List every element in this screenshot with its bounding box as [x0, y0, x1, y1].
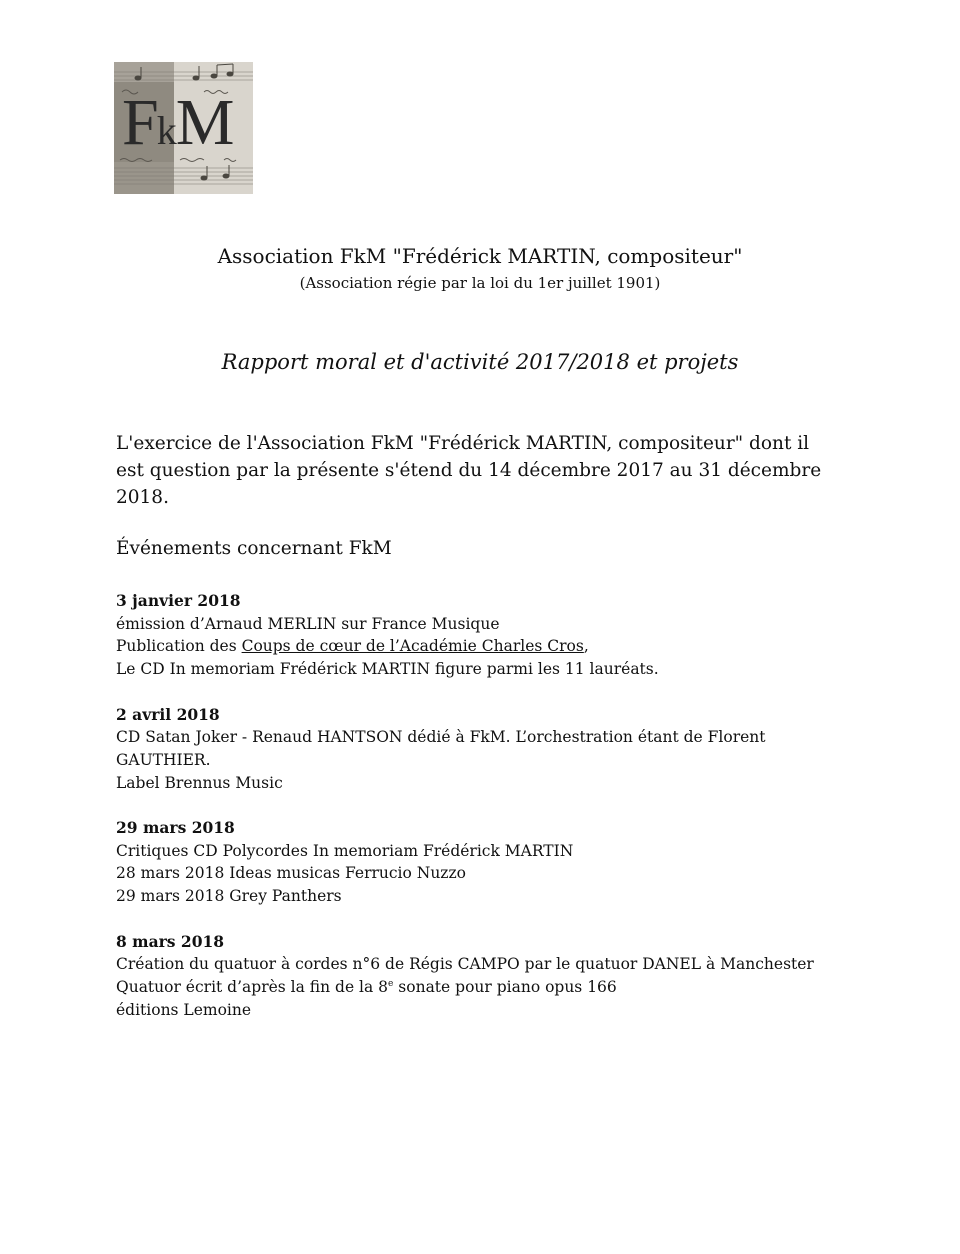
- event-date: 2 avril 2018: [116, 704, 220, 724]
- event-line: éditions Lemoine: [116, 1000, 252, 1019]
- events-list: [116, 590, 876, 1044]
- event-line: émission d’Arnaud MERLIN sur France Musique: [116, 614, 500, 633]
- event-entry: [116, 590, 876, 681]
- intro-line: L'exercice de l'Association FkM "Frédérick MARTIN, compositeur" dont il: [116, 433, 810, 454]
- intro-line: est question par la présente s'étend du 14 décembre 2017 au 31 décembre: [116, 460, 822, 481]
- fkm-logo: [114, 62, 253, 194]
- event-entry: [116, 931, 876, 1022]
- association-title: Association FkM "Frédérick MARTIN, compositeur": [217, 244, 743, 268]
- intro-line: 2018.: [116, 487, 169, 508]
- event-line: Quatuor écrit d’après la fin de la 8e sonate pour piano opus 166: [116, 977, 617, 996]
- events-heading: Événements concernant FkM: [116, 538, 392, 559]
- event-date: 29 mars 2018: [116, 818, 235, 837]
- event-line: CD Satan Joker - Renaud HANTSON dédié à FkM. L’orchestration étant de Florent: [116, 728, 766, 747]
- association-subtitle: (Association régie par la loi du 1er juillet 1901): [299, 274, 661, 292]
- event-line: Création du quatuor à cordes n°6 de Régis CAMPO par le quatuor DANEL à Manchester: [116, 955, 814, 974]
- event-line: GAUTHIER.: [116, 750, 211, 769]
- logo-lettering: FkM: [122, 86, 233, 159]
- intro-paragraph: [116, 430, 846, 511]
- event-line: 29 mars 2018 Grey Panthers: [116, 887, 342, 906]
- event-line: Label Brennus Music: [116, 773, 283, 792]
- report-title: Rapport moral et d'activité 2017/2018 et projets: [221, 350, 739, 374]
- event-line: Le CD In memoriam Frédérick MARTIN figure parmi les 11 lauréats.: [116, 660, 659, 679]
- academie-charles-cros-link[interactable]: Coups de cœur de l’Académie Charles Cros: [241, 637, 584, 656]
- event-date: 8 mars 2018: [116, 931, 225, 951]
- event-date: 3 janvier 2018: [116, 591, 241, 610]
- event-line: 28 mars 2018 Ideas musicas Ferrucio Nuzzo: [116, 864, 466, 883]
- event-line: Critiques CD Polycordes In memoriam Frédérick MARTIN: [116, 841, 574, 860]
- event-line: Publication des Coups de cœur de l’Académie Charles Cros,: [116, 637, 589, 656]
- event-entry: [116, 817, 876, 908]
- event-entry: [116, 704, 876, 795]
